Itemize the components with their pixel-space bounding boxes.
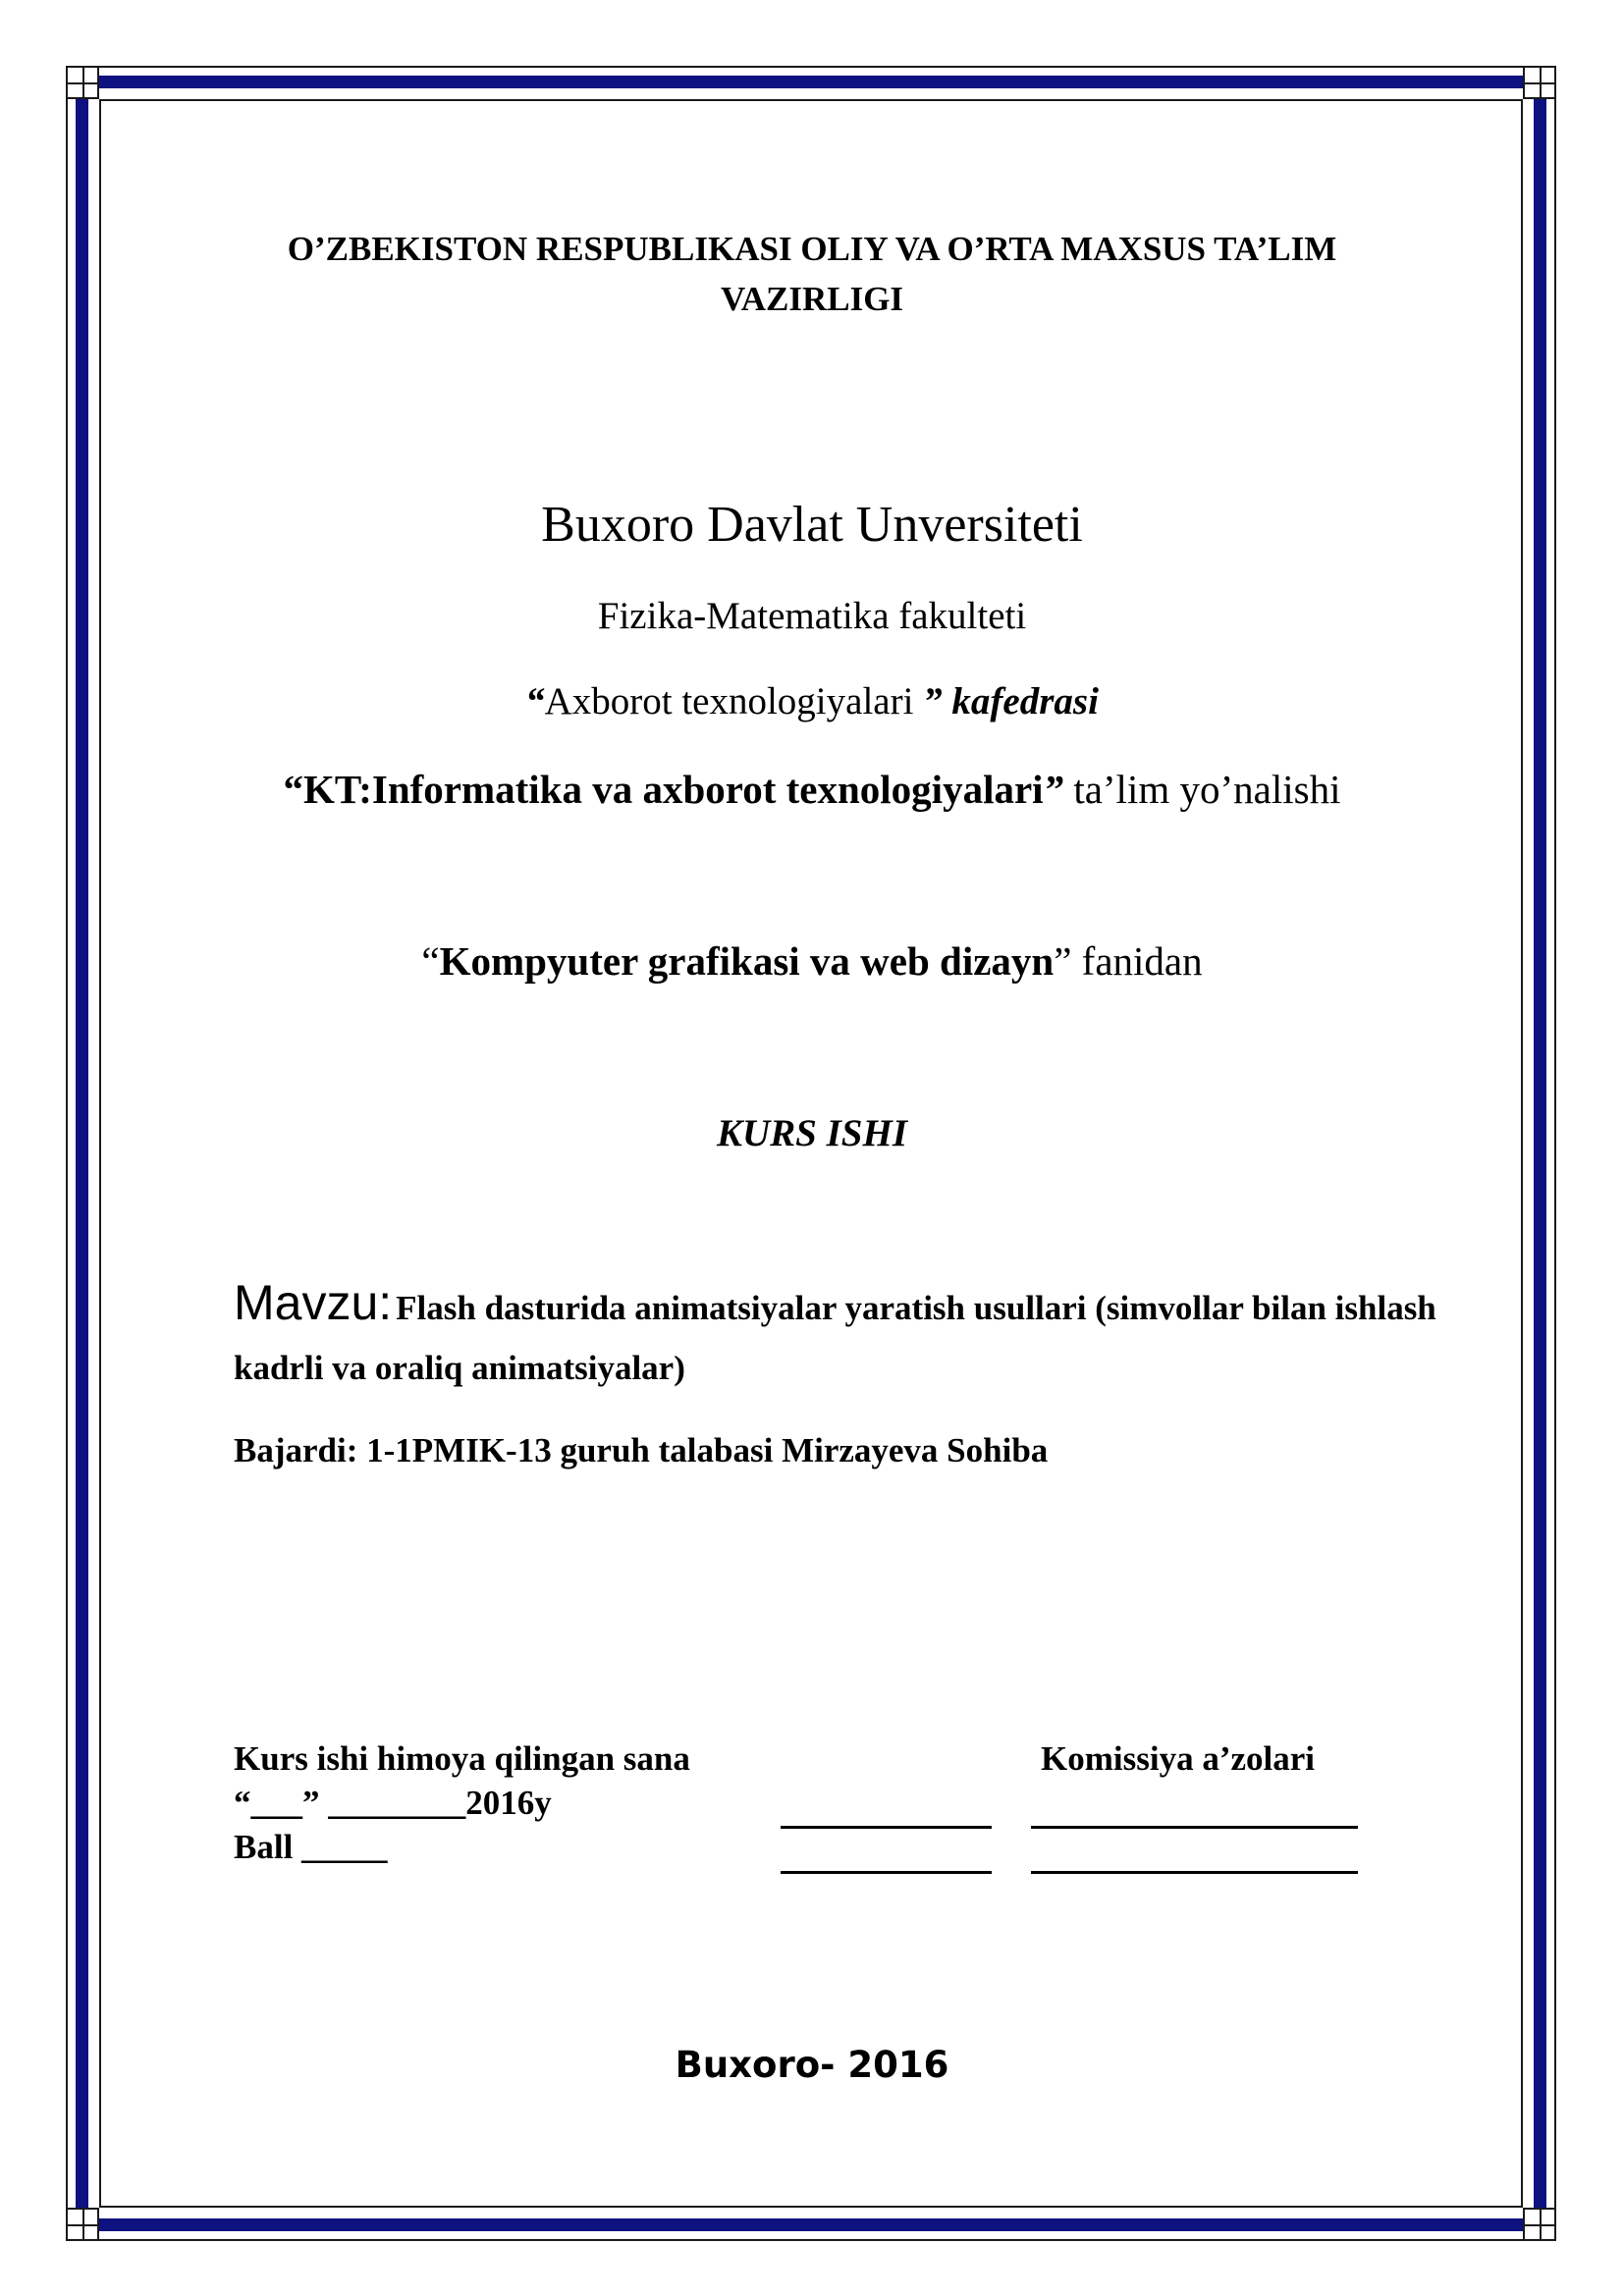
name-line <box>1031 1826 1358 1829</box>
subject-name: Kompyuter grafikasi va web dizayn <box>439 938 1055 984</box>
ministry-title: O’ZBEKISTON RESPUBLIKASI OLIY VA O’RTA MAXSUS TA’LIM VAZIRLIGI <box>287 230 1337 318</box>
direction-suffix: ta’lim yo’nalishi <box>1063 767 1341 812</box>
topic-label: Mavzu: <box>234 1275 393 1330</box>
department-open-quote: “ <box>525 680 545 722</box>
performer-line: Bajardi: 1-1PMIK-13 guruh talabasi Mirzayeva Sohiba <box>234 1431 1049 1469</box>
faculty-name: Fizika-Matematika fakulteti <box>597 595 1027 637</box>
subject-close-quote: ” <box>1054 938 1072 984</box>
subject-open-quote: “ <box>421 938 440 984</box>
direction-close-quote: ” <box>1043 767 1064 812</box>
direction-name: “KT:Informatika va axborot texnologiyalari <box>283 767 1044 812</box>
frame-corner-bottom-left <box>66 2208 99 2241</box>
department-suffix: kafedrasi <box>942 680 1099 722</box>
ball-line: Ball _____ <box>234 1828 388 1866</box>
topic-block <box>234 1276 1461 1402</box>
topic-text: Flash dasturida animatsiyalar yaratish usullari (simvollar bilan ishlash kadrli va oraliq animatsiyalar) <box>234 1289 1436 1387</box>
name-line <box>1031 1871 1358 1874</box>
subject-line <box>216 935 1408 987</box>
frame-corner-top-left <box>66 66 99 99</box>
city-year: Buxoro- 2016 <box>675 2044 949 2086</box>
department-name: Axborot texnologiyalari <box>544 680 924 722</box>
signature-line <box>781 1871 992 1874</box>
defense-date-line: “___” ________2016y <box>234 1784 552 1822</box>
commission-label: Komissiya a’zolari <box>1041 1739 1315 1778</box>
department-close-quote: ” <box>923 680 943 722</box>
signature-line <box>781 1826 992 1829</box>
direction-line <box>216 764 1408 815</box>
frame-corner-bottom-right <box>1523 2208 1556 2241</box>
university-name: Buxoro Davlat Unversiteti <box>541 497 1083 553</box>
work-type-title: KURS ISHI <box>716 1112 907 1154</box>
subject-suffix: fanidan <box>1071 938 1203 984</box>
department-line <box>216 677 1408 726</box>
defense-date-label: Kurs ishi himoya qilingan sana <box>234 1739 690 1778</box>
frame-corner-top-right <box>1523 66 1556 99</box>
